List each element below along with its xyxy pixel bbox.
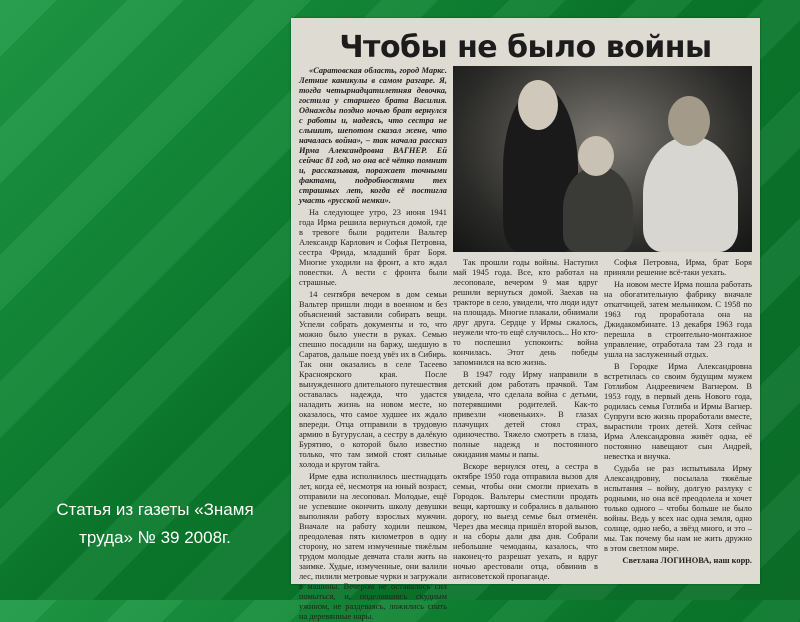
photo-face bbox=[668, 96, 710, 146]
photo-face bbox=[578, 136, 614, 176]
article-paragraph: На новом месте Ирма пошла работать на обогатительную фабрику вначале откатчицей, затем мельником. С 1958 по 1963 год проработала она на Джидакомбинате. 13 декабря 1963 года перешла в строительно-монтажное управление, отработала там 23 года и ушла на заслуженный отдых. bbox=[604, 280, 752, 359]
article-paragraph: В Городке Ирма Александровна встретилась со своим будущим мужем Готлибом Андреевичем Вагнером. В 1953 году, в первый день Нового года, родилась семья Готлиба и Ирмы Вагнер. Супруги всю жизнь проработали вместе, вырастили троих детей. Хотя сейчас Ирма Александровна живёт одна, её постоянно навещают сын Андрей, невестка и внучка. bbox=[604, 362, 752, 461]
article-headline: Чтобы не было войны bbox=[339, 30, 712, 65]
photo-face bbox=[518, 80, 558, 130]
photo-person-man bbox=[643, 136, 738, 252]
article-photo bbox=[453, 66, 752, 252]
article-signature: Светлана ЛОГИНОВА, наш корр. bbox=[622, 556, 752, 565]
slide-caption: Статья из газеты «Знамя труда» № 39 2008г. bbox=[56, 500, 254, 547]
article-paragraph: Софья Петровна, Ирма, брат Боря приняли решение всё-таки уехать. bbox=[604, 258, 752, 277]
article-lead: «Саратовская область, город Маркс. Летние каникулы в самом разгаре. Я, тогда четырнадцатилетняя девочка, гостила у старшего брата Василия. Однажды поздно ночью брат вернулся с работы и, надеясь, что сестра не слышит, шепотом сказал жене, что началась война», – так начала рассказ Ирма Александровна ВАГНЕР. Ей сейчас 81 год, но она всё чётко помнит и, рассказывая, поражает точными фактами, подробностями тех страшных лет, когда её постигла участь «русской немки». bbox=[299, 66, 447, 205]
article-paragraph: В 1947 году Ирму направили в детский дом работать прачкой. Там увидела, что сделала война с детьми, потерявшими родителей. Как-то привезли «новеньких». В глазах плачущих детей стоял страх, одиночество. Тяжело смотреть в глаза, полные надежд и постоянного ожидания мамы и папы. bbox=[453, 370, 598, 459]
article-paragraph: Так прошли годы войны. Наступил май 1945 года. Все, кто работал на лесоповале, вечером 9 мая вдруг решили вернуться домой. Заехав на тракторе в село, увидели, что люди идут на площадь. Многие плакали, обнимали друг друга. Сердце у Ирмы сжалось, неужели что-то ещё случилось... Но кто-то поспешил успокоить: война кончилась. Этот день победы запомнился на всю жизнь. bbox=[453, 258, 598, 367]
article-paragraph: На следующее утро, 23 июня 1941 года Ирма решила вернуться домой, где в тревоге были родители Вальтер Александр Карлович и Софья Петровна, сестра Фрида, младший брат Боря. Многие уходили на фронт, а кто ждал повестки. А вести с фронта были страшные. bbox=[299, 208, 447, 287]
photo-person-elderly-woman bbox=[563, 166, 633, 252]
article-paragraph: Судьба не раз испытывала Ирму Александровну, посылала тяжёлые испытания – войну, долгую разлуку с родными, но она всё преодолела и хочет только одного – чтобы больше не было войны. Ведь у всех нас одна земля, одно солнце, одно небо, а звёзд много, и это – мы. Так почему бы нам не жить дружно в этом светлом мире. bbox=[604, 464, 752, 553]
article-paragraph: Ирме едва исполнилось шестнадцать лет, когда её, несмотря на юный возраст, отправили на лесоповал. Молодые, ещё не успевшие окончить школу девушки выполняли работу взрослых мужчин. Вначале на работу ходили пешком, преодолевая пять километров в одну сторону, но затем измученные тяжёлым трудом молодые девчата стали жить на заимке. Худые, измученные, они валили лес, пилили метровые чурки и загружали в машины. Вечером не оставалось сил помыться, и, поделившись скудным ужином, не раздеваясь, ложились спать на деревянные нары. bbox=[299, 472, 447, 621]
article-column-2 bbox=[453, 258, 598, 582]
newspaper-clipping bbox=[291, 18, 760, 621]
article-column-3 bbox=[604, 258, 752, 582]
article-paragraph: Вскоре вернулся отец, а сестра в октябре 1950 года отправила вызов для семьи, чтобы они смогли приехать в Городок. Вальтеры сместили продать вещи, картошку и собрались в дальнюю дорогу, но выезд семье был отменён. Через два месяца пришёл второй вызов, и на сборы дали два дня. Собрали небольшие чемоданы, казалось, что наконец-то разрешат уехать, и вдруг ночью арестовали отца, обвинив в антисоветской пропаганде. bbox=[453, 462, 598, 581]
article-column-1 bbox=[299, 66, 447, 621]
article-paragraph: 14 сентября вечером в дом семьи Вальтер пришли люди в военном и без объяснений заставили собирать вещи. Успели собрать документы и то, что можно было унести в руках. Семью спешно посадили на баржу, шедшую в Саратов, дальше поезд увёз их в Сибирь. Так они оказались в селе Тасеево Красноярского края. После вынужденного длительного путешествия оставалась надежда, что удастся наладить жизнь на новом месте, но оказалось, что самое худшее их ждало впереди. Отца отправили в трудовую армию в Бугуруслан, а сестру в далёкую Бурятию, о которой было известно только, что там зимой стоят сильные холода и кругом тайга. bbox=[299, 290, 447, 469]
